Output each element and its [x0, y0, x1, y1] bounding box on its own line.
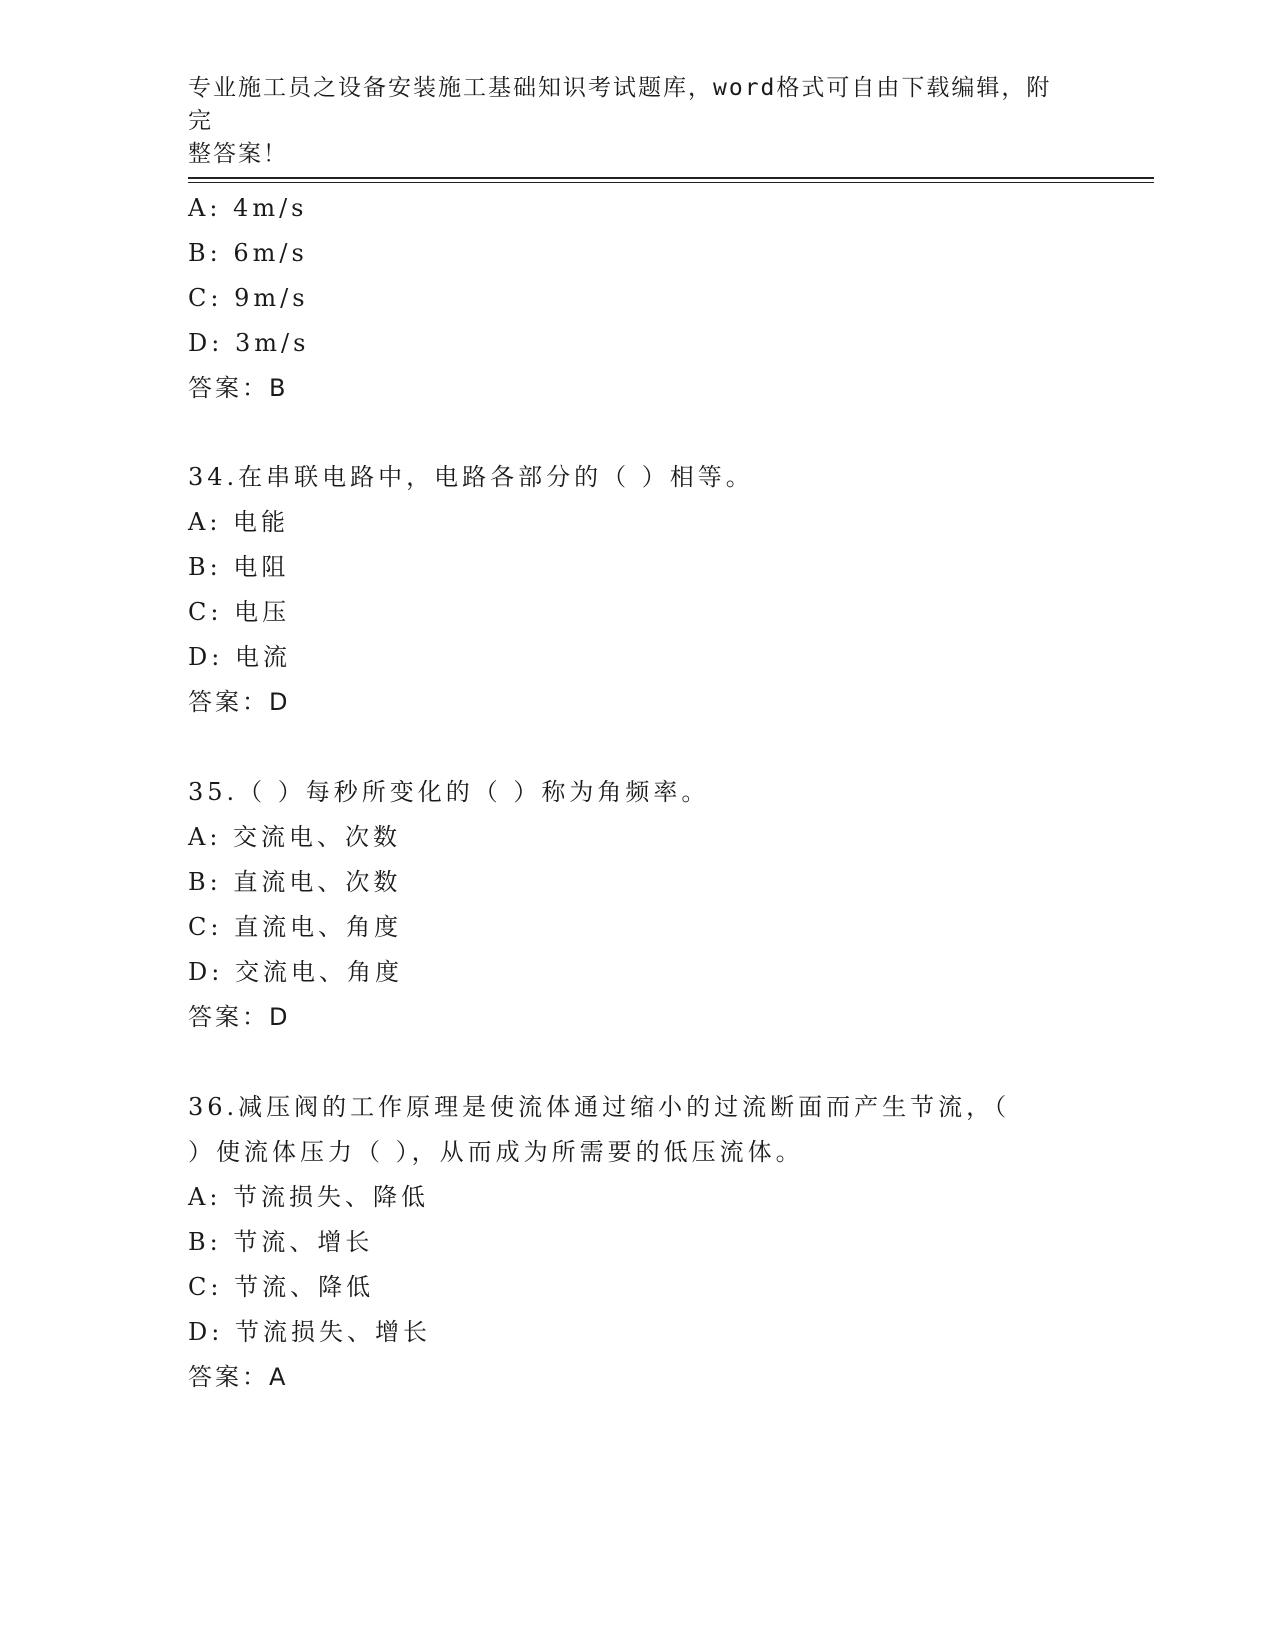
q36-option-a: A: 节流损失、降低 — [188, 1183, 430, 1211]
q34-question: 34.在串联电路中，电路各部分的（ ）相等。 — [188, 463, 754, 491]
header-line-1: 专业施工员之设备安装施工基础知识考试题库，word格式可自由下载编辑，附完 — [188, 75, 1052, 134]
q36-option-d: D: 节流损失、增长 — [188, 1318, 431, 1346]
q35-option-d: D: 交流电、角度 — [188, 958, 403, 986]
q35-option-a: A: 交流电、次数 — [188, 823, 402, 851]
q33-option-a: A: 4m/s — [188, 194, 308, 222]
header-line-2: 整答案！ — [188, 141, 288, 167]
q34-answer: 答案：D — [188, 688, 291, 716]
q33-option-c: C: 9m/s — [188, 284, 309, 312]
q33-option-d: D: 3m/s — [188, 329, 310, 357]
header-rule-thick — [188, 177, 1154, 179]
q34-option-c: C: 电压 — [188, 598, 291, 626]
header-rule-thin — [188, 182, 1154, 183]
q33-answer: 答案：B — [188, 374, 289, 402]
q35-answer: 答案：D — [188, 1003, 291, 1031]
document-header — [188, 72, 1068, 171]
q34-option-d: D: 电流 — [188, 643, 291, 671]
q35-option-c: C: 直流电、角度 — [188, 913, 403, 941]
q36-answer: 答案：A — [188, 1363, 289, 1391]
q33-option-b: B: 6m/s — [188, 239, 308, 267]
q36-question-line-1: 36.减压阀的工作原理是使流体通过缩小的过流断面而产生节流，（ — [188, 1093, 1011, 1121]
q34-option-b: B: 电阻 — [188, 553, 290, 581]
q36-option-c: C: 节流、降低 — [188, 1273, 375, 1301]
q34-option-a: A: 电能 — [188, 508, 290, 536]
q36-option-b: B: 节流、增长 — [188, 1228, 374, 1256]
q36-question-line-2: ）使流体压力（ ），从而成为所需要的低压流体。 — [188, 1138, 804, 1166]
q35-option-b: B: 直流电、次数 — [188, 868, 402, 896]
q35-question: 35.（ ）每秒所变化的（ ）称为角频率。 — [188, 778, 710, 806]
